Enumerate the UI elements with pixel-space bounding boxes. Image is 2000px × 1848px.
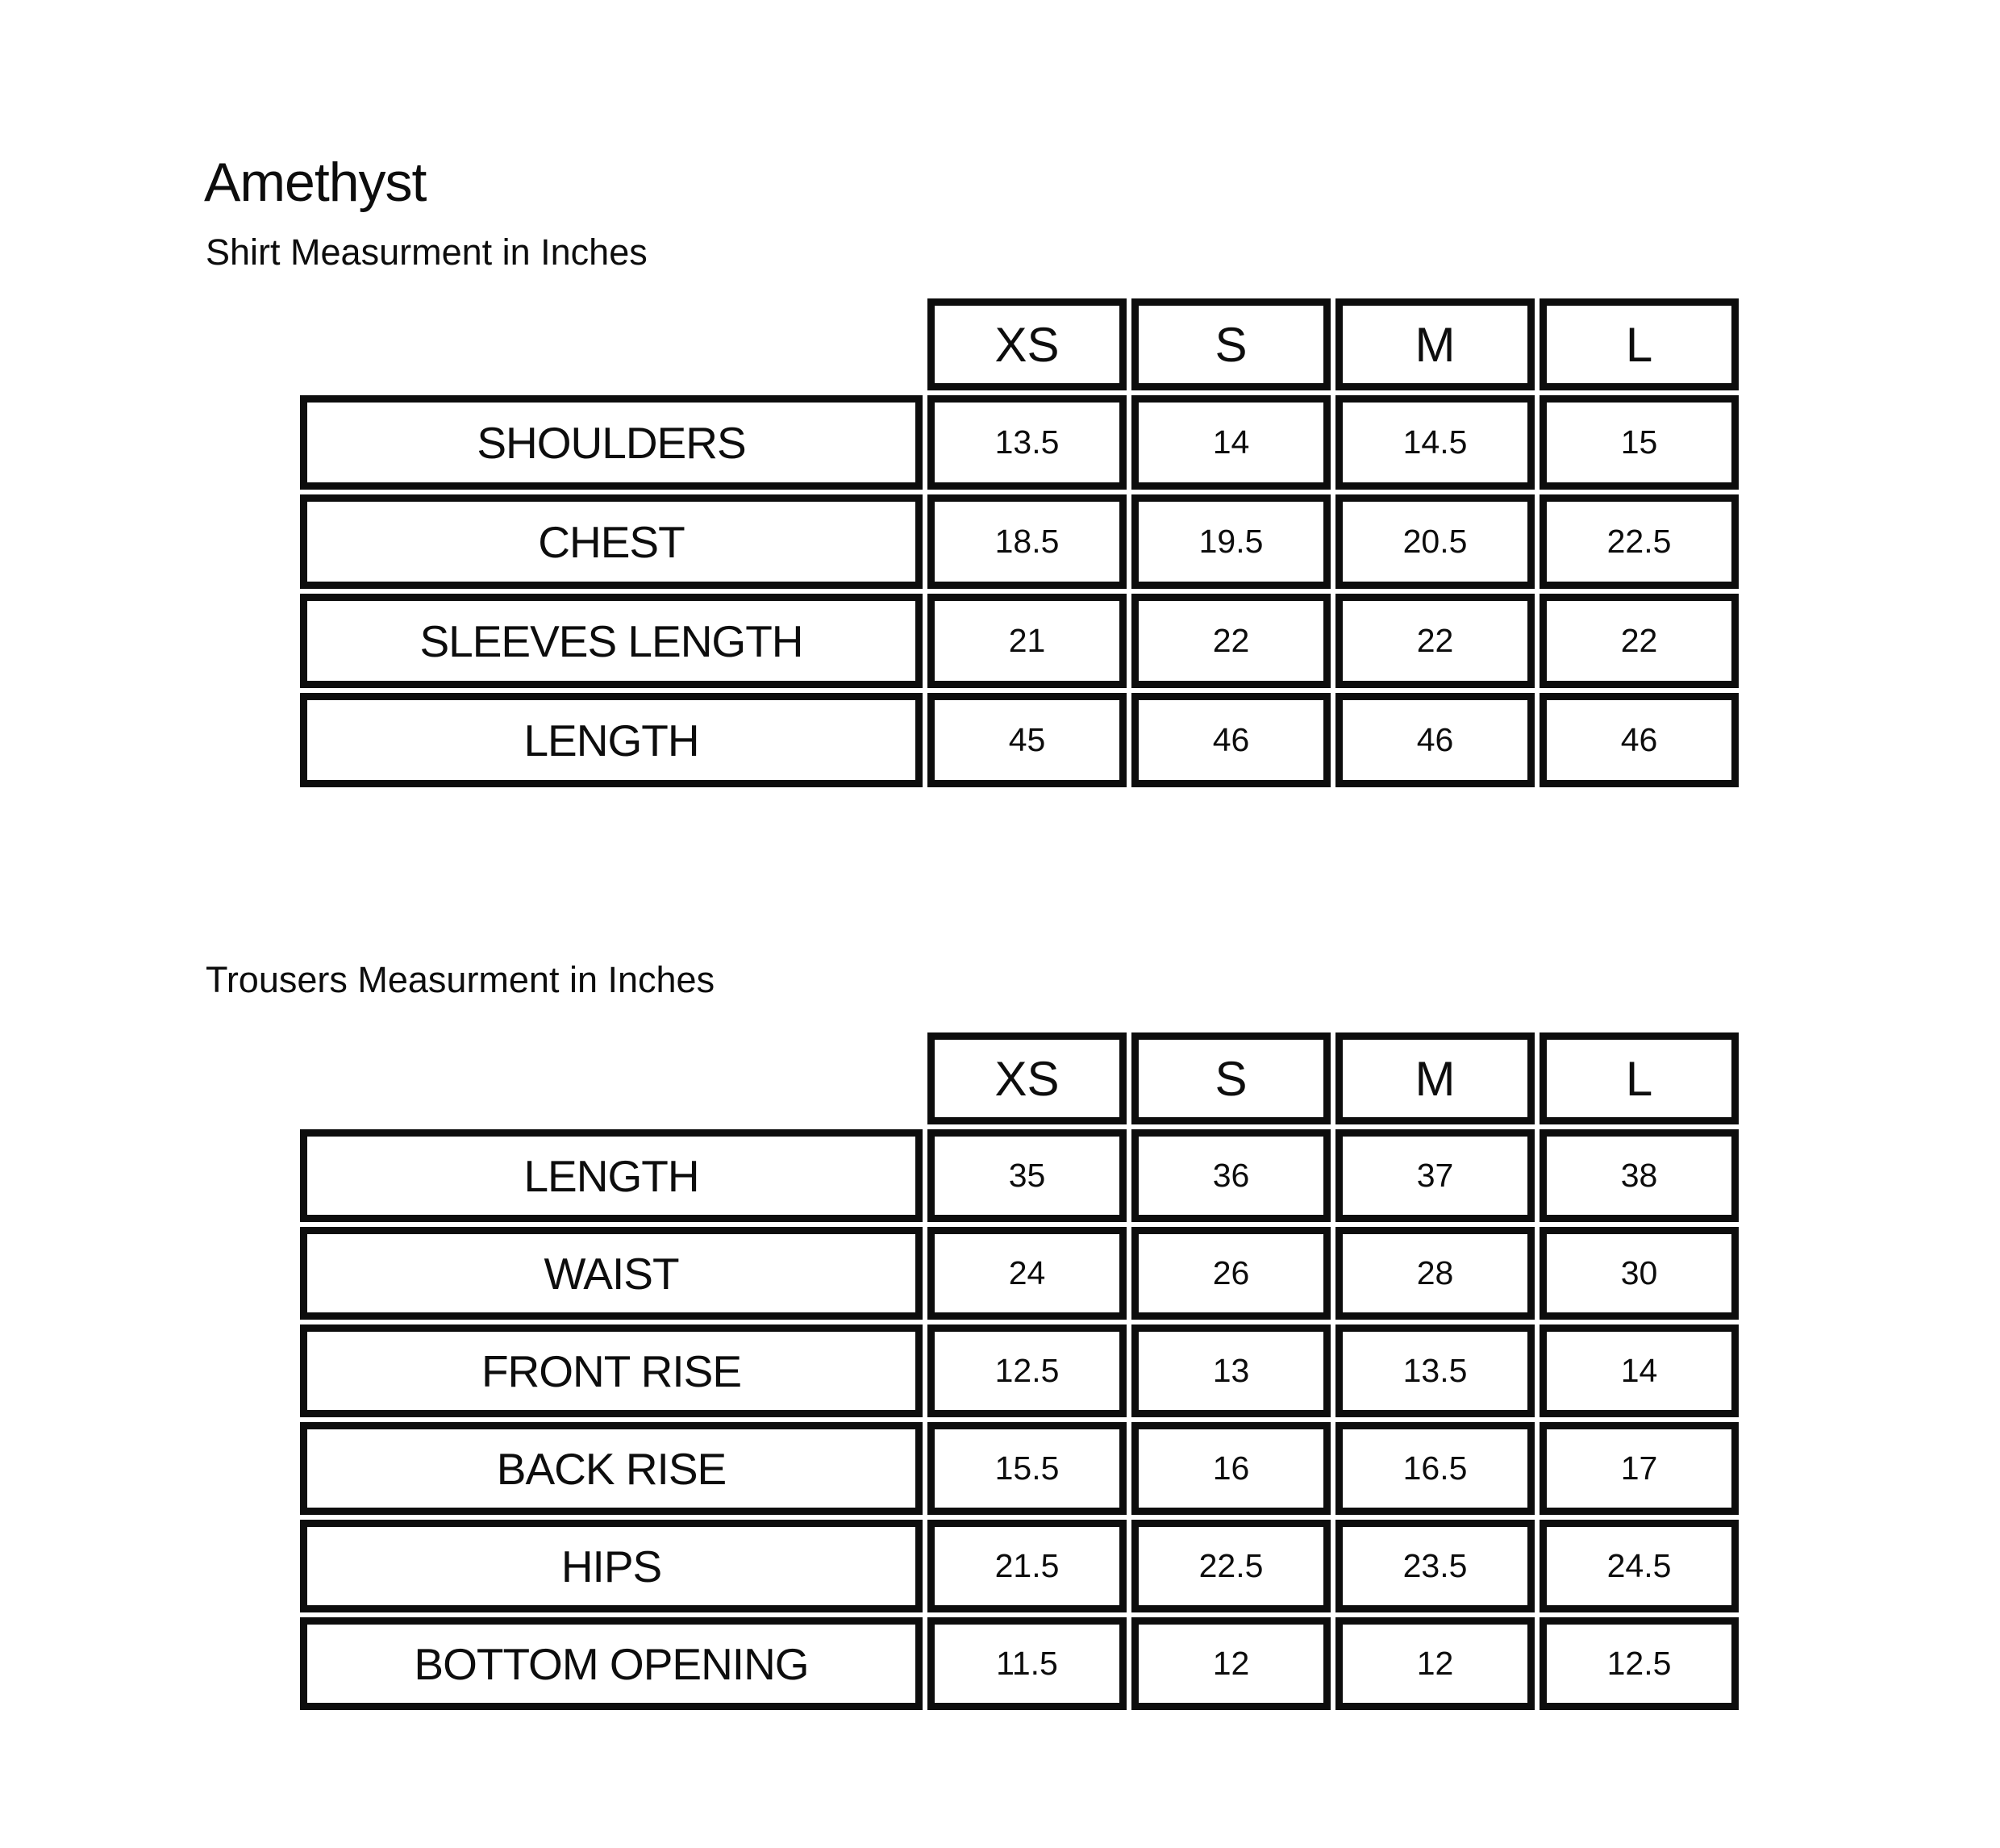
table-cell: 24	[927, 1227, 1127, 1320]
table-cell: 16	[1131, 1422, 1331, 1515]
table-cell: 14	[1540, 1324, 1739, 1417]
table-cell: 28	[1335, 1227, 1535, 1320]
table-cell: 37	[1335, 1129, 1535, 1222]
table-cell: 12	[1131, 1617, 1331, 1710]
table-cell: 17	[1540, 1422, 1739, 1515]
table-cell: 38	[1540, 1129, 1739, 1222]
trousers-col-header-xs: XS	[927, 1032, 1127, 1124]
shirt-row-label-sleeves-length: SLEEVES LENGTH	[300, 594, 923, 688]
table-cell: 21.5	[927, 1520, 1127, 1612]
shirt-row-label-shoulders: SHOULDERS	[300, 395, 923, 490]
trousers-row-label-waist: WAIST	[300, 1227, 923, 1320]
table-cell: 22	[1540, 594, 1739, 688]
table-cell: 22	[1335, 594, 1535, 688]
table-cell: 12	[1335, 1617, 1535, 1710]
table-cell: 23.5	[1335, 1520, 1535, 1612]
shirt-header-spacer	[300, 298, 923, 390]
table-cell: 46	[1335, 693, 1535, 787]
table-cell: 46	[1540, 693, 1739, 787]
shirt-col-header-xs: XS	[927, 298, 1127, 390]
table-cell: 12.5	[927, 1324, 1127, 1417]
table-cell: 15.5	[927, 1422, 1127, 1515]
trousers-row-label-bottom-opening: BOTTOM OPENING	[300, 1617, 923, 1710]
shirt-table-subtitle: Shirt Measurment in Inches	[206, 232, 648, 273]
trousers-col-header-s: S	[1131, 1032, 1331, 1124]
table-cell: 22.5	[1131, 1520, 1331, 1612]
table-cell: 16.5	[1335, 1422, 1535, 1515]
table-cell: 46	[1131, 693, 1331, 787]
trousers-header-spacer	[300, 1032, 923, 1124]
table-cell: 11.5	[927, 1617, 1127, 1710]
shirt-size-table	[300, 298, 1739, 787]
table-cell: 18.5	[927, 494, 1127, 589]
table-cell: 35	[927, 1129, 1127, 1222]
trousers-col-header-l: L	[1540, 1032, 1739, 1124]
table-cell: 21	[927, 594, 1127, 688]
shirt-row-label-length: LENGTH	[300, 693, 923, 787]
shirt-col-header-s: S	[1131, 298, 1331, 390]
table-cell: 24.5	[1540, 1520, 1739, 1612]
table-cell: 36	[1131, 1129, 1331, 1222]
trousers-row-label-hips: HIPS	[300, 1520, 923, 1612]
trousers-row-label-length: LENGTH	[300, 1129, 923, 1222]
page-title: Amethyst	[204, 152, 427, 213]
table-cell: 13.5	[927, 395, 1127, 490]
table-cell: 13	[1131, 1324, 1331, 1417]
table-cell: 13.5	[1335, 1324, 1535, 1417]
shirt-col-header-l: L	[1540, 298, 1739, 390]
trousers-row-label-back-rise: BACK RISE	[300, 1422, 923, 1515]
table-cell: 19.5	[1131, 494, 1331, 589]
table-cell: 45	[927, 693, 1127, 787]
table-cell: 30	[1540, 1227, 1739, 1320]
shirt-row-label-chest: CHEST	[300, 494, 923, 589]
trousers-col-header-m: M	[1335, 1032, 1535, 1124]
trousers-size-table	[300, 1032, 1739, 1710]
trousers-row-label-front-rise: FRONT RISE	[300, 1324, 923, 1417]
table-cell: 12.5	[1540, 1617, 1739, 1710]
table-cell: 14	[1131, 395, 1331, 490]
table-cell: 15	[1540, 395, 1739, 490]
table-cell: 26	[1131, 1227, 1331, 1320]
table-cell: 22	[1131, 594, 1331, 688]
trousers-table-subtitle: Trousers Measurment in Inches	[206, 959, 715, 1000]
table-cell: 22.5	[1540, 494, 1739, 589]
table-cell: 20.5	[1335, 494, 1535, 589]
table-cell: 14.5	[1335, 395, 1535, 490]
shirt-col-header-m: M	[1335, 298, 1535, 390]
